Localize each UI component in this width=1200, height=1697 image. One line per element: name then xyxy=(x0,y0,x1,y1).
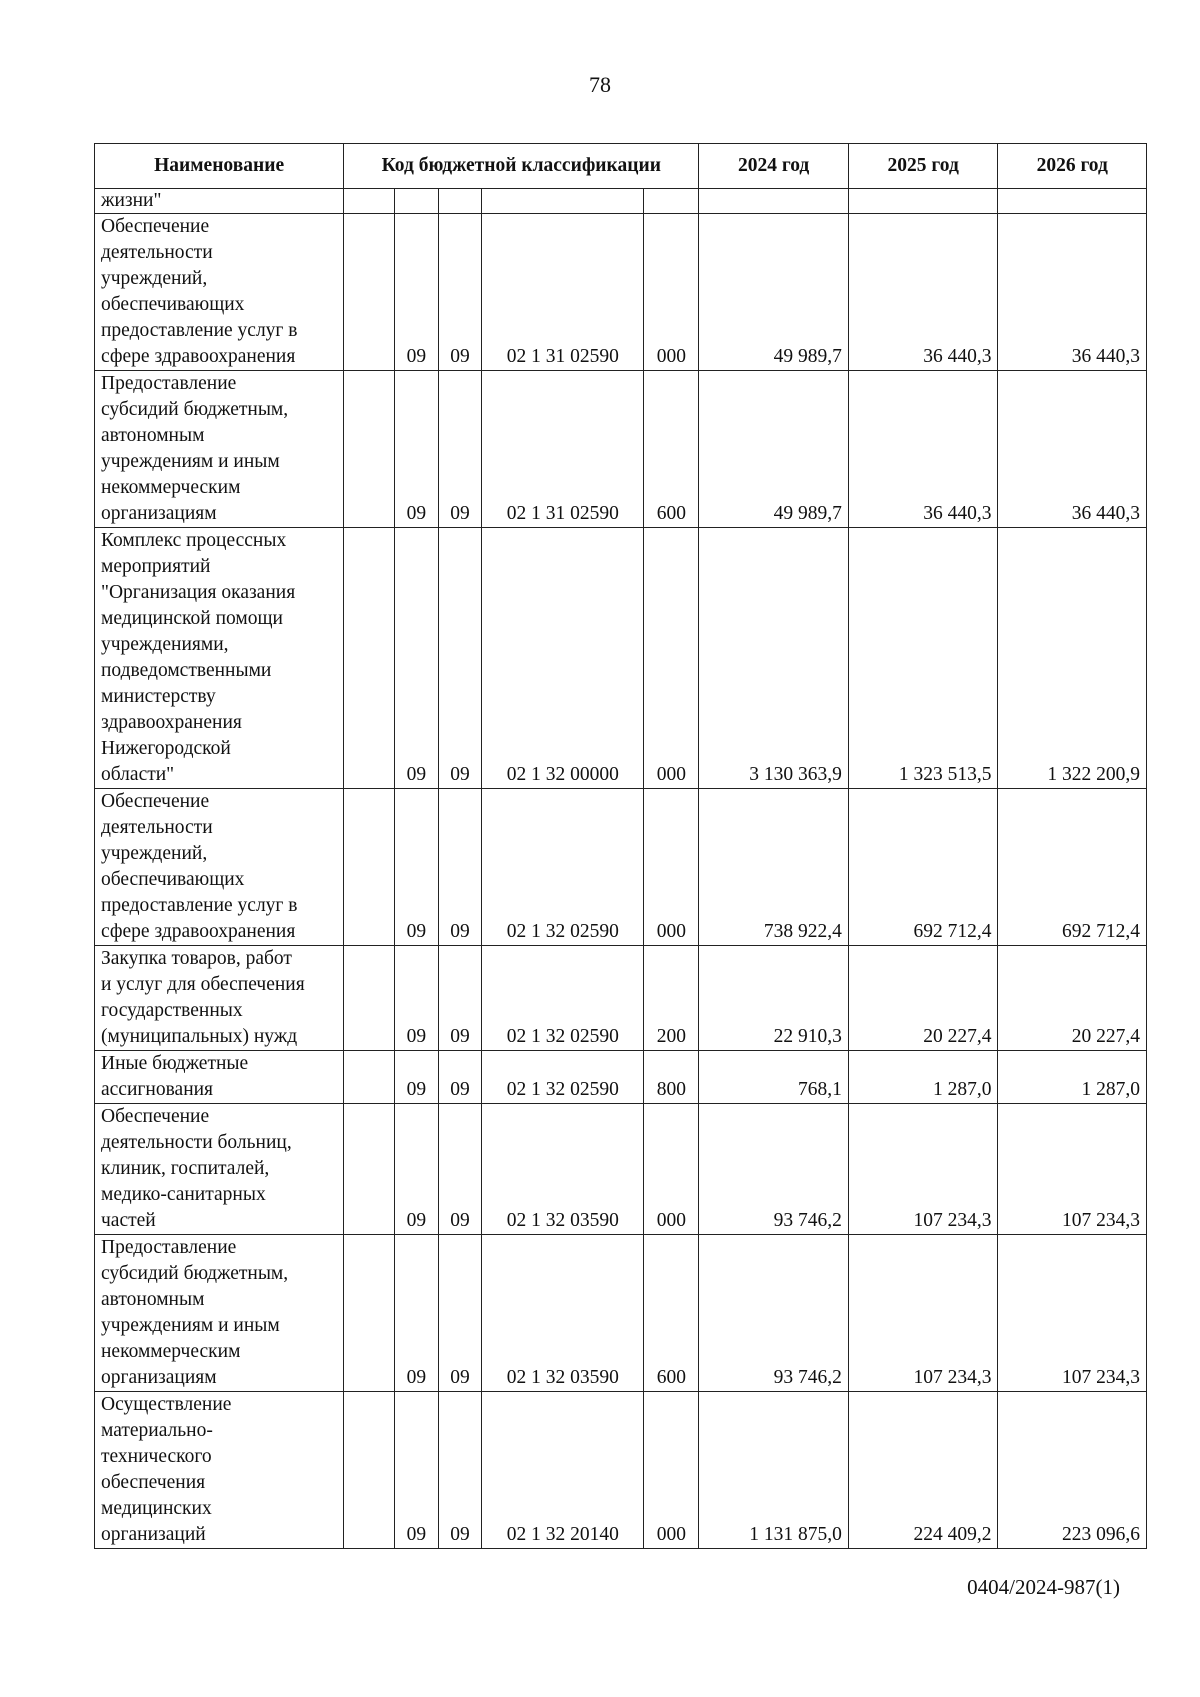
code-expense-type: 000 xyxy=(644,214,699,371)
row-name: Обеспечение деятельности учреждений, обеспечивающих предоставление услуг в сфере здравоохранения xyxy=(95,214,344,371)
row-name: Предоставление субсидий бюджетным, автономным учреждениям и иным некоммерческим организациям xyxy=(95,1235,344,1392)
continuation-text: жизни" xyxy=(95,189,344,214)
code-section: 09 xyxy=(395,214,439,371)
code-subsection: 09 xyxy=(438,1104,482,1235)
table-row xyxy=(95,1104,1147,1235)
code-subsection: 09 xyxy=(438,1392,482,1549)
code-subsection: 09 xyxy=(438,1051,482,1104)
table-row xyxy=(95,946,1147,1051)
code-target-article: 02 1 32 03590 xyxy=(482,1235,644,1392)
code-expense-type: 600 xyxy=(644,371,699,528)
row-name: Иные бюджетные ассигнования xyxy=(95,1051,344,1104)
code-subsection: 09 xyxy=(438,1235,482,1392)
code-section: 09 xyxy=(395,946,439,1051)
budget-table xyxy=(94,143,1147,1549)
code-subsection: 09 xyxy=(438,371,482,528)
amount-2024: 3 130 363,9 xyxy=(699,528,849,789)
code-section: 09 xyxy=(395,1104,439,1235)
row-name: Предоставление субсидий бюджетным, автономным учреждениям и иным некоммерческим организациям xyxy=(95,371,344,528)
amount-2026: 107 234,3 xyxy=(998,1104,1147,1235)
amount-2024: 93 746,2 xyxy=(699,1235,849,1392)
continuation-row xyxy=(95,189,1147,214)
code-expense-type: 000 xyxy=(644,1104,699,1235)
amount-2025: 107 234,3 xyxy=(848,1235,998,1392)
code-target-article: 02 1 32 00000 xyxy=(482,528,644,789)
amount-2026: 692 712,4 xyxy=(998,789,1147,946)
table-header-row xyxy=(95,144,1147,189)
amount-2025: 36 440,3 xyxy=(848,371,998,528)
amount-2026: 36 440,3 xyxy=(998,371,1147,528)
header-2026: 2026 год xyxy=(998,144,1147,189)
amount-2024: 1 131 875,0 xyxy=(699,1392,849,1549)
row-name: Обеспечение деятельности учреждений, обеспечивающих предоставление услуг в сфере здравоохранения xyxy=(95,789,344,946)
code-target-article: 02 1 32 02590 xyxy=(482,789,644,946)
header-budget-code: Код бюджетной классификации xyxy=(344,144,699,189)
code-target-article: 02 1 32 20140 xyxy=(482,1392,644,1549)
code-section: 09 xyxy=(395,528,439,789)
code-target-article: 02 1 32 02590 xyxy=(482,946,644,1051)
amount-2026: 223 096,6 xyxy=(998,1392,1147,1549)
header-2025: 2025 год xyxy=(848,144,998,189)
code-subsection: 09 xyxy=(438,214,482,371)
row-name: Обеспечение деятельности больниц, клиник, госпиталей, медико-санитарных частей xyxy=(95,1104,344,1235)
table-row xyxy=(95,528,1147,789)
amount-2026: 20 227,4 xyxy=(998,946,1147,1051)
table-row xyxy=(95,1051,1147,1104)
code-section: 09 xyxy=(395,371,439,528)
header-2024: 2024 год xyxy=(699,144,849,189)
code-section: 09 xyxy=(395,1235,439,1392)
amount-2026: 107 234,3 xyxy=(998,1235,1147,1392)
code-section: 09 xyxy=(395,789,439,946)
code-expense-type: 600 xyxy=(644,1235,699,1392)
row-name: Осуществление материально- технического обеспечения медицинских организаций xyxy=(95,1392,344,1549)
code-expense-type: 000 xyxy=(644,528,699,789)
amount-2026: 36 440,3 xyxy=(998,214,1147,371)
amount-2024: 49 989,7 xyxy=(699,371,849,528)
code-expense-type: 000 xyxy=(644,1392,699,1549)
table-row xyxy=(95,789,1147,946)
amount-2025: 36 440,3 xyxy=(848,214,998,371)
code-target-article: 02 1 31 02590 xyxy=(482,214,644,371)
amount-2024: 22 910,3 xyxy=(699,946,849,1051)
amount-2025: 107 234,3 xyxy=(848,1104,998,1235)
amount-2024: 49 989,7 xyxy=(699,214,849,371)
header-name: Наименование xyxy=(95,144,344,189)
amount-2025: 224 409,2 xyxy=(848,1392,998,1549)
code-target-article: 02 1 32 02590 xyxy=(482,1051,644,1104)
code-section: 09 xyxy=(395,1392,439,1549)
code-expense-type: 200 xyxy=(644,946,699,1051)
code-section: 09 xyxy=(395,1051,439,1104)
amount-2024: 768,1 xyxy=(699,1051,849,1104)
amount-2024: 738 922,4 xyxy=(699,789,849,946)
code-expense-type: 000 xyxy=(644,789,699,946)
code-subsection: 09 xyxy=(438,528,482,789)
document-code: 0404/2024-987(1) xyxy=(967,1575,1120,1599)
amount-2025: 1 323 513,5 xyxy=(848,528,998,789)
amount-2025: 20 227,4 xyxy=(848,946,998,1051)
amount-2026: 1 287,0 xyxy=(998,1051,1147,1104)
code-target-article: 02 1 31 02590 xyxy=(482,371,644,528)
code-subsection: 09 xyxy=(438,789,482,946)
table-row xyxy=(95,371,1147,528)
page-number: 78 xyxy=(589,72,611,97)
amount-2025: 1 287,0 xyxy=(848,1051,998,1104)
code-target-article: 02 1 32 03590 xyxy=(482,1104,644,1235)
row-name: Закупка товаров, работ и услуг для обеспечения государственных (муниципальных) нужд xyxy=(95,946,344,1051)
amount-2026: 1 322 200,9 xyxy=(998,528,1147,789)
row-name: Комплекс процессных мероприятий "Организация оказания медицинской помощи учреждениями, подведомственными министерству здравоохранения Нижегородской области" xyxy=(95,528,344,789)
code-subsection: 09 xyxy=(438,946,482,1051)
table-row xyxy=(95,1235,1147,1392)
table-row xyxy=(95,1392,1147,1549)
table-row xyxy=(95,214,1147,371)
amount-2024: 93 746,2 xyxy=(699,1104,849,1235)
code-expense-type: 800 xyxy=(644,1051,699,1104)
amount-2025: 692 712,4 xyxy=(848,789,998,946)
